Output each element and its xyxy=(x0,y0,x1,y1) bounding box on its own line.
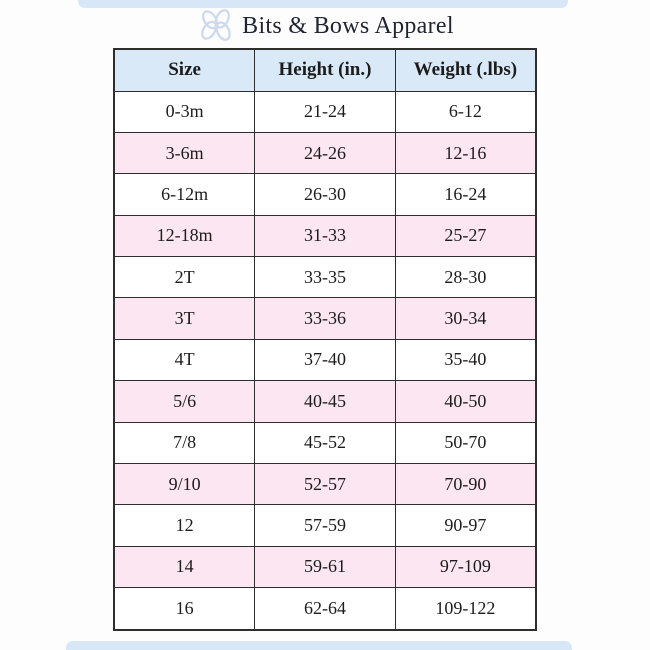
table-cell-height: 59-61 xyxy=(255,546,396,587)
table-cell-height: 21-24 xyxy=(255,91,396,132)
table-cell-height: 24-26 xyxy=(255,132,396,173)
table-cell-height: 57-59 xyxy=(255,505,396,546)
table-row xyxy=(114,298,536,339)
table-cell-height: 33-35 xyxy=(255,257,396,298)
column-header-weight: Weight (.lbs) xyxy=(395,49,536,91)
table-row xyxy=(114,588,536,631)
table-cell-size: 14 xyxy=(114,546,255,587)
table-cell-size: 12-18m xyxy=(114,215,255,256)
table-cell-size: 7/8 xyxy=(114,422,255,463)
table-cell-weight: 16-24 xyxy=(395,174,536,215)
table-row xyxy=(114,257,536,298)
table-cell-weight: 97-109 xyxy=(395,546,536,587)
page-title: Bits & Bows Apparel xyxy=(242,12,454,39)
column-header-size: Size xyxy=(114,49,255,91)
table-cell-height: 52-57 xyxy=(255,463,396,504)
table-cell-weight: 70-90 xyxy=(395,463,536,504)
table-cell-height: 31-33 xyxy=(255,215,396,256)
table-cell-height: 33-36 xyxy=(255,298,396,339)
table-cell-weight: 50-70 xyxy=(395,422,536,463)
table-row xyxy=(114,132,536,173)
table-cell-size: 9/10 xyxy=(114,463,255,504)
table-cell-size: 0-3m xyxy=(114,91,255,132)
table-cell-weight: 30-34 xyxy=(395,298,536,339)
table-row xyxy=(114,381,536,422)
table-cell-weight: 109-122 xyxy=(395,588,536,631)
table-cell-weight: 25-27 xyxy=(395,215,536,256)
table-cell-weight: 90-97 xyxy=(395,505,536,546)
table-row xyxy=(114,215,536,256)
table-cell-height: 40-45 xyxy=(255,381,396,422)
table-cell-weight: 28-30 xyxy=(395,257,536,298)
table-cell-weight: 6-12 xyxy=(395,91,536,132)
table-cell-weight: 40-50 xyxy=(395,381,536,422)
bow-icon xyxy=(196,7,238,48)
table-cell-size: 2T xyxy=(114,257,255,298)
table-cell-size: 3T xyxy=(114,298,255,339)
size-chart-table xyxy=(113,48,537,631)
header-row xyxy=(114,49,536,91)
brand-header xyxy=(113,6,537,46)
table-cell-size: 6-12m xyxy=(114,174,255,215)
table-cell-size: 4T xyxy=(114,339,255,380)
column-header-height: Height (in.) xyxy=(255,49,396,91)
table-row xyxy=(114,339,536,380)
table-row xyxy=(114,174,536,215)
table-cell-weight: 35-40 xyxy=(395,339,536,380)
table-row xyxy=(114,91,536,132)
table-row xyxy=(114,463,536,504)
table-cell-size: 12 xyxy=(114,505,255,546)
table-row xyxy=(114,546,536,587)
table-row xyxy=(114,422,536,463)
table-cell-weight: 12-16 xyxy=(395,132,536,173)
table-cell-height: 45-52 xyxy=(255,422,396,463)
table-cell-height: 26-30 xyxy=(255,174,396,215)
table-cell-size: 16 xyxy=(114,588,255,631)
table-row xyxy=(114,505,536,546)
table-cell-size: 5/6 xyxy=(114,381,255,422)
table-cell-size: 3-6m xyxy=(114,132,255,173)
table-cell-height: 37-40 xyxy=(255,339,396,380)
size-chart-head xyxy=(114,49,536,91)
table-cell-height: 62-64 xyxy=(255,588,396,631)
size-chart-body xyxy=(114,91,536,630)
adjacent-card-bottom-edge xyxy=(66,641,572,650)
